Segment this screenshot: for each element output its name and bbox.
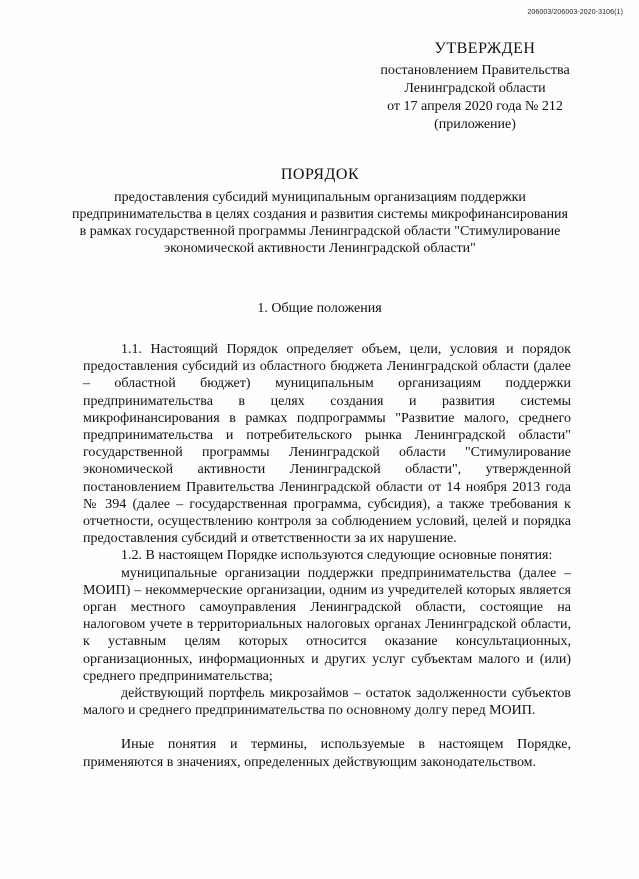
document-number: 206003/206003-2020-3106(1): [527, 9, 623, 16]
paragraph: 1.2. В настоящем Порядке используются следующие основные понятия:: [121, 548, 553, 564]
body-text: [83, 341, 571, 771]
paragraph: муниципальные организации поддержки предпринимательства (далее – МОИП) – некоммерческие организации, одним из учредителей которых является орган местного самоуправления Ленинградской области, состоящие на налоговом учете в территориальных налоговых органах Ленинградской области, к уставным целям которых относится оказание консультационных, организационных, информационных и других услуг субъектам малого и (или) среднего предпринимательства;: [83, 565, 571, 684]
order-subtitle: предоставления субсидий муниципальным организациям поддержки предпринимательства в целях создания и развития системы микрофинансирования в рамках государственной программы Ленинградской области "Стимулирование экономической активности Ленинградской области": [72, 190, 568, 256]
approval-title: УТВЕРЖДЕН: [434, 40, 536, 57]
approval-line: Ленинградской области: [404, 81, 546, 96]
approval-line: постановлением Правительства: [380, 63, 570, 78]
approval-line: (приложение): [434, 117, 516, 132]
approval-block: [350, 40, 600, 134]
order-title-block: [60, 166, 580, 257]
paragraph: Иные понятия и термины, используемые в настоящем Порядке, применяются в значениях, определенных действующим законодательством.: [83, 737, 571, 770]
section-heading: 1. Общие положения: [257, 301, 382, 316]
paragraph: действующий портфель микрозаймов – остаток задолженности субъектов малого и среднего предпринимательства по основному долгу перед МОИП.: [83, 686, 571, 719]
approval-line: от 17 апреля 2020 года № 212: [387, 99, 563, 114]
paragraph: 1.1. Настоящий Порядок определяет объем, цели, условия и порядок предоставления субсидий из областного бюджета Ленинградской области (далее – областной бюджет) муниципальным организациям поддержки предпринимательства в целях создания и развития системы микрофинансирования в рамках подпрограммы "Развитие малого, среднего предпринимательства и потребительского рынка Ленинградской области" государственной программы Ленинградской области "Стимулирование экономической активности Ленинградской области", утвержденной постановлением Правительства Ленинградской области от 14 ноября 2013 года № 394 (далее – государственная программа, субсидия), а также требования к отчетности, осуществлению контроля за соблюдением условий, целей и порядка предоставления субсидий и ответственности за их нарушение.: [83, 342, 571, 547]
order-title: ПОРЯДОК: [280, 166, 360, 183]
